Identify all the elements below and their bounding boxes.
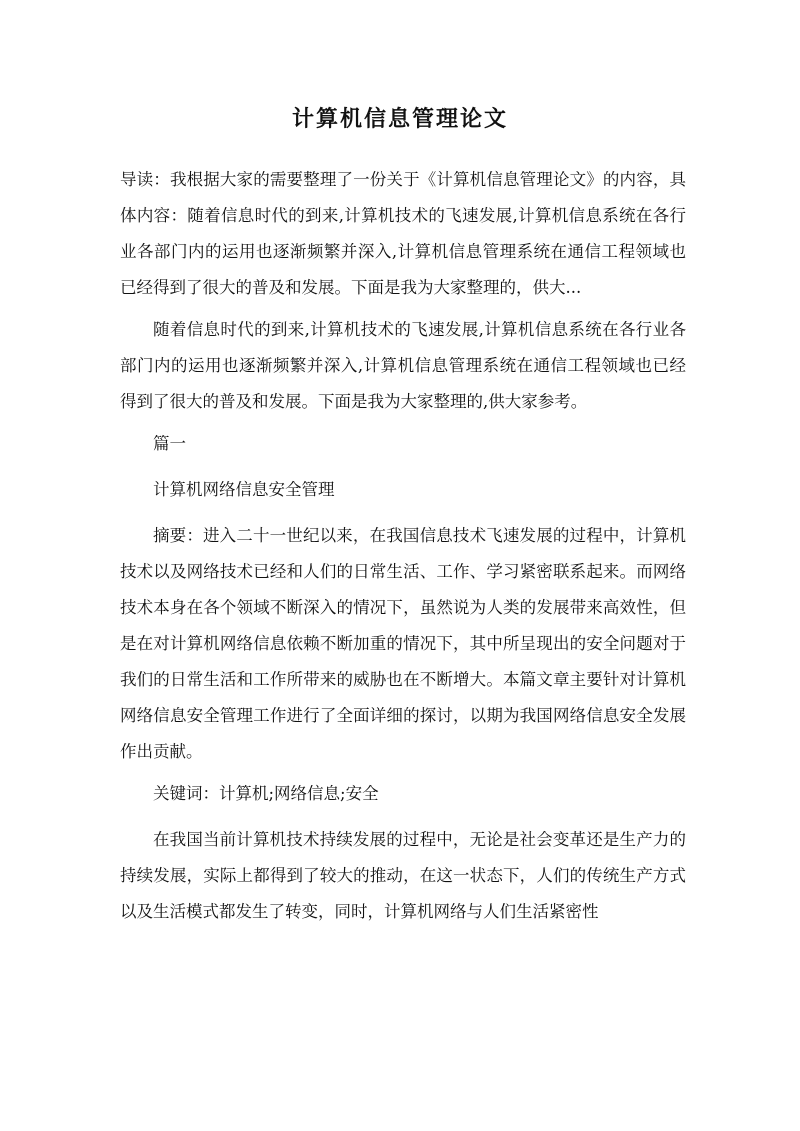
section-heading: 计算机网络信息安全管理 <box>153 480 335 499</box>
section-label: 篇一 <box>153 434 186 453</box>
keywords-paragraph: 关键词：计算机;网络信息;安全 <box>153 784 379 803</box>
body-paragraph: 随着信息时代的到来,计算机技术的飞速发展,计算机信息系统在各行业各部门内的运用也逐渐频繁并深入,计算机信息管理系统在通信工程领域也已经得到了很大的普及和发展。下面是我为大家整理的,供大家参考。 <box>120 320 686 411</box>
body-paragraph: 在我国当前计算机技术持续发展的过程中，无论是社会变革还是生产力的持续发展，实际上都得到了较大的推动，在这一状态下，人们的传统生产方式以及生活模式都发生了转变，同时，计算机网络与人们生活紧密性 <box>120 830 686 921</box>
document-title: 计算机信息管理论文 <box>291 106 508 132</box>
intro-paragraph: 导读：我根据大家的需要整理了一份关于《计算机信息管理论文》的内容，具体内容：随着信息时代的到来,计算机技术的飞速发展,计算机信息系统在各行业各部门内的运用也逐渐频繁并深入,计算机信息管理系统在通信工程领域也已经得到了很大的普及和发展。下面是我为大家整理的，供大... <box>120 170 686 297</box>
abstract-paragraph: 摘要：进入二十一世纪以来，在我国信息技术飞速发展的过程中，计算机技术以及网络技术已经和人们的日常生活、工作、学习紧密联系起来。而网络技术本身在各个领域不断深入的情况下，虽然说为人类的发展带来高效性，但是在对计算机网络信息依赖不断加重的情况下，其中所呈现出的安全问题对于我们的日常生活和工作所带来的威胁也在不断增大。本篇文章主要针对计算机网络信息安全管理工作进行了全面详细的探讨，以期为我国网络信息安全发展作出贡献。 <box>120 526 686 761</box>
document-body <box>120 162 686 936</box>
